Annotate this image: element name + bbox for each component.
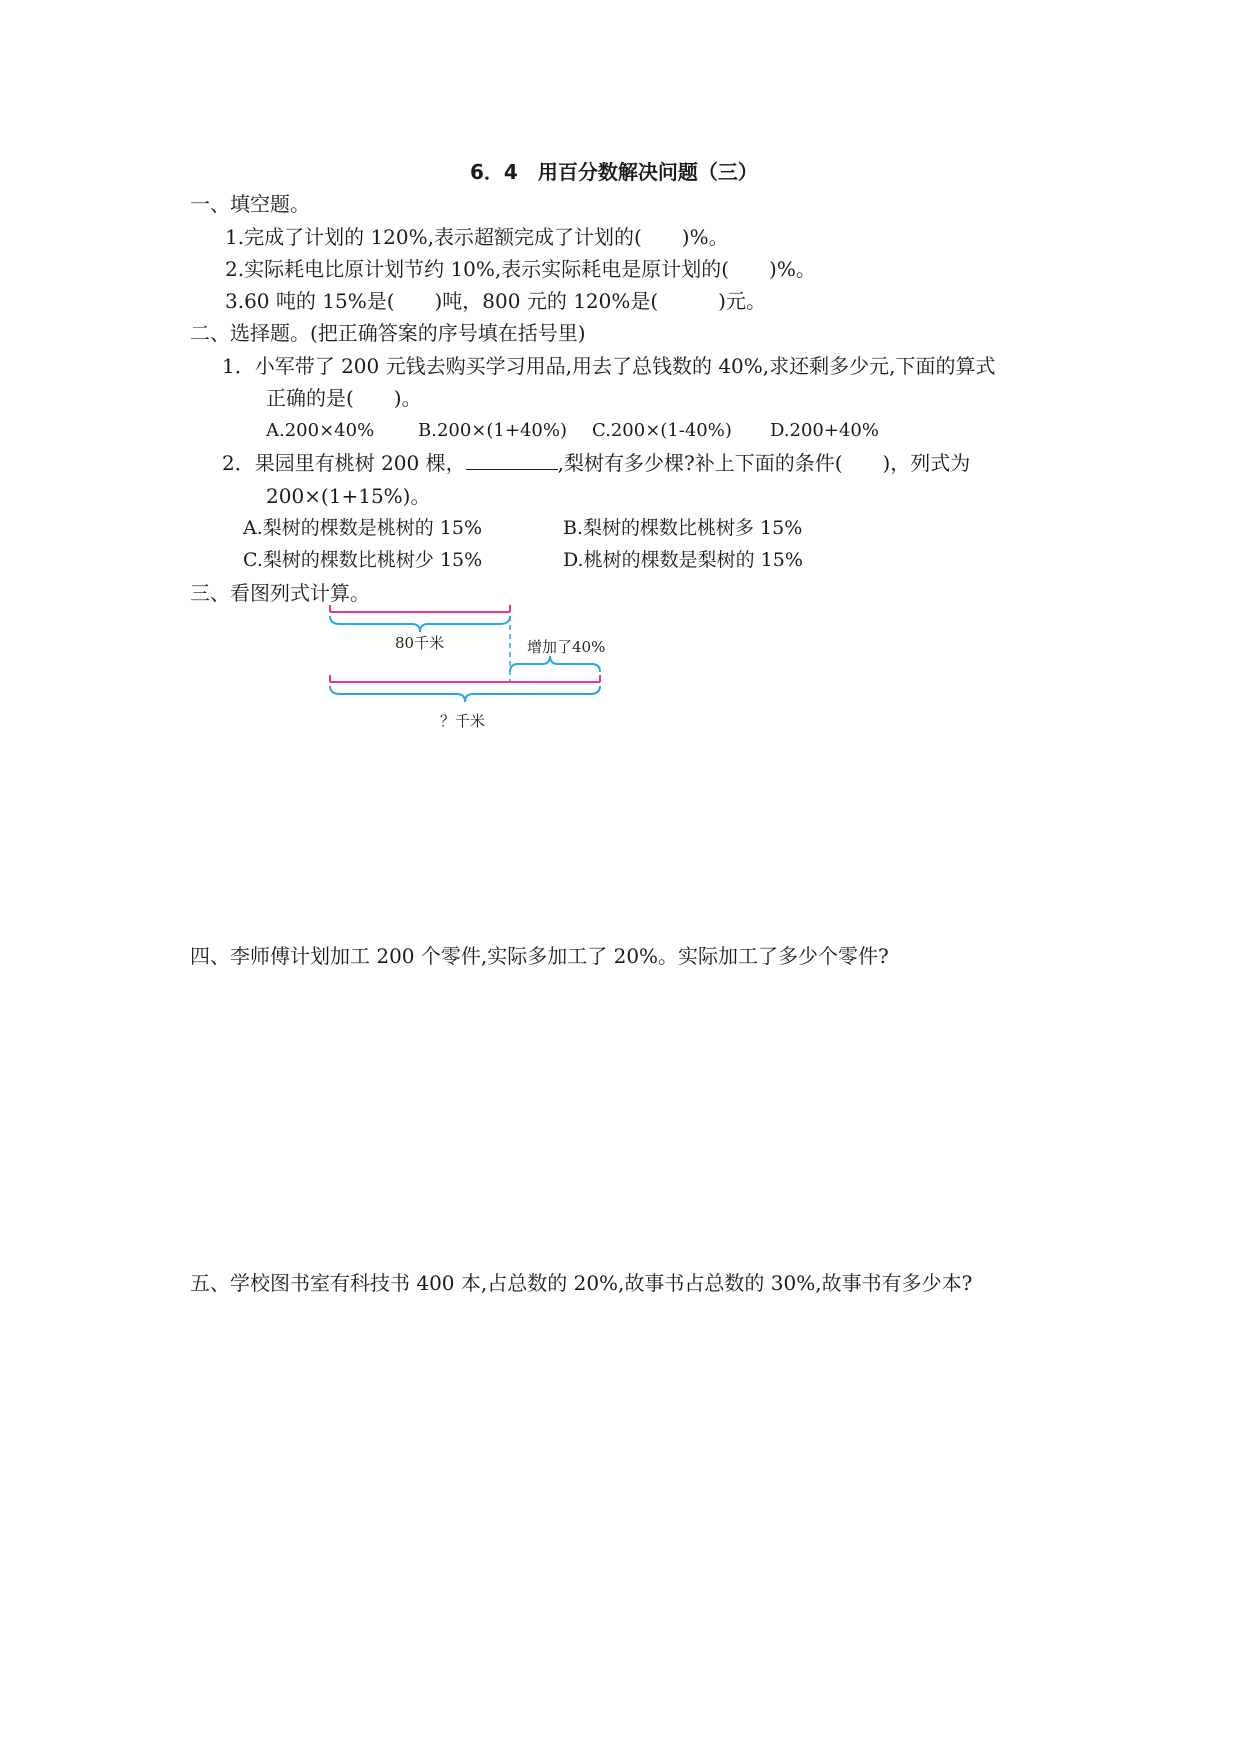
original-brace	[330, 616, 510, 632]
option-2-2-d: D.桃树的棵数是梨树的 15%	[563, 549, 803, 571]
section5-question: 五、学校图书室有科技书 400 本,占总数的 20%,故事书占总数的 30%,故事书有多少本?	[190, 1271, 973, 1295]
total-brace	[330, 686, 600, 702]
line-segment-diagram	[320, 596, 620, 736]
question-2-2-prefix: 2．果园里有桃树 200 棵，	[222, 451, 466, 475]
answer-blank	[466, 451, 558, 470]
option-2-2-b: B.梨树的棵数比桃树多 15%	[563, 517, 803, 539]
label-80-km: 80千米	[395, 634, 445, 652]
option-2-1-c: C.200×(1-40%)	[592, 420, 732, 441]
question-1-2: 2.实际耗电比原计划节约 10%,表示实际耗电是原计划的( )%。	[225, 257, 816, 281]
option-2-1-b: B.200×(1+40%)	[418, 420, 567, 441]
question-2-2-suffix: ,梨树有多少棵?补上下面的条件( )，列式为	[557, 451, 971, 475]
page-title: 6．4 用百分数解决问题（三）	[470, 160, 758, 184]
section2-heading: 二、选择题。(把正确答案的序号填在括号里)	[190, 321, 586, 345]
question-2-2-line1	[222, 450, 970, 476]
option-2-1-a: A.200×40%	[266, 420, 375, 441]
option-2-1-d: D.200+40%	[770, 420, 879, 441]
label-total-km: ？千米	[440, 712, 486, 730]
question-1-1: 1.完成了计划的 120%,表示超额完成了计划的( )%。	[225, 225, 729, 249]
question-2-1-line2: 正确的是( )。	[266, 386, 422, 410]
section1-heading: 一、填空题。	[190, 192, 310, 216]
question-2-1-line1: 1．小军带了 200 元钱去购买学习用品,用去了总钱数的 40%,求还剩多少元,下面的算式	[222, 354, 996, 378]
question-1-3: 3.60 吨的 15%是( )吨，800 元的 120%是( )元。	[225, 289, 766, 313]
increase-brace	[510, 656, 600, 672]
option-2-2-a: A.梨树的棵数是桃树的 15%	[243, 517, 483, 539]
label-increase: 增加了40%	[527, 638, 606, 656]
question-2-2-line2: 200×(1+15%)。	[266, 484, 431, 508]
option-2-2-c: C.梨树的棵数比桃树少 15%	[243, 549, 483, 571]
section4-question: 四、李师傅计划加工 200 个零件,实际多加工了 20%。实际加工了多少个零件?	[190, 944, 889, 968]
section3-heading: 三、看图列式计算。	[190, 581, 370, 605]
